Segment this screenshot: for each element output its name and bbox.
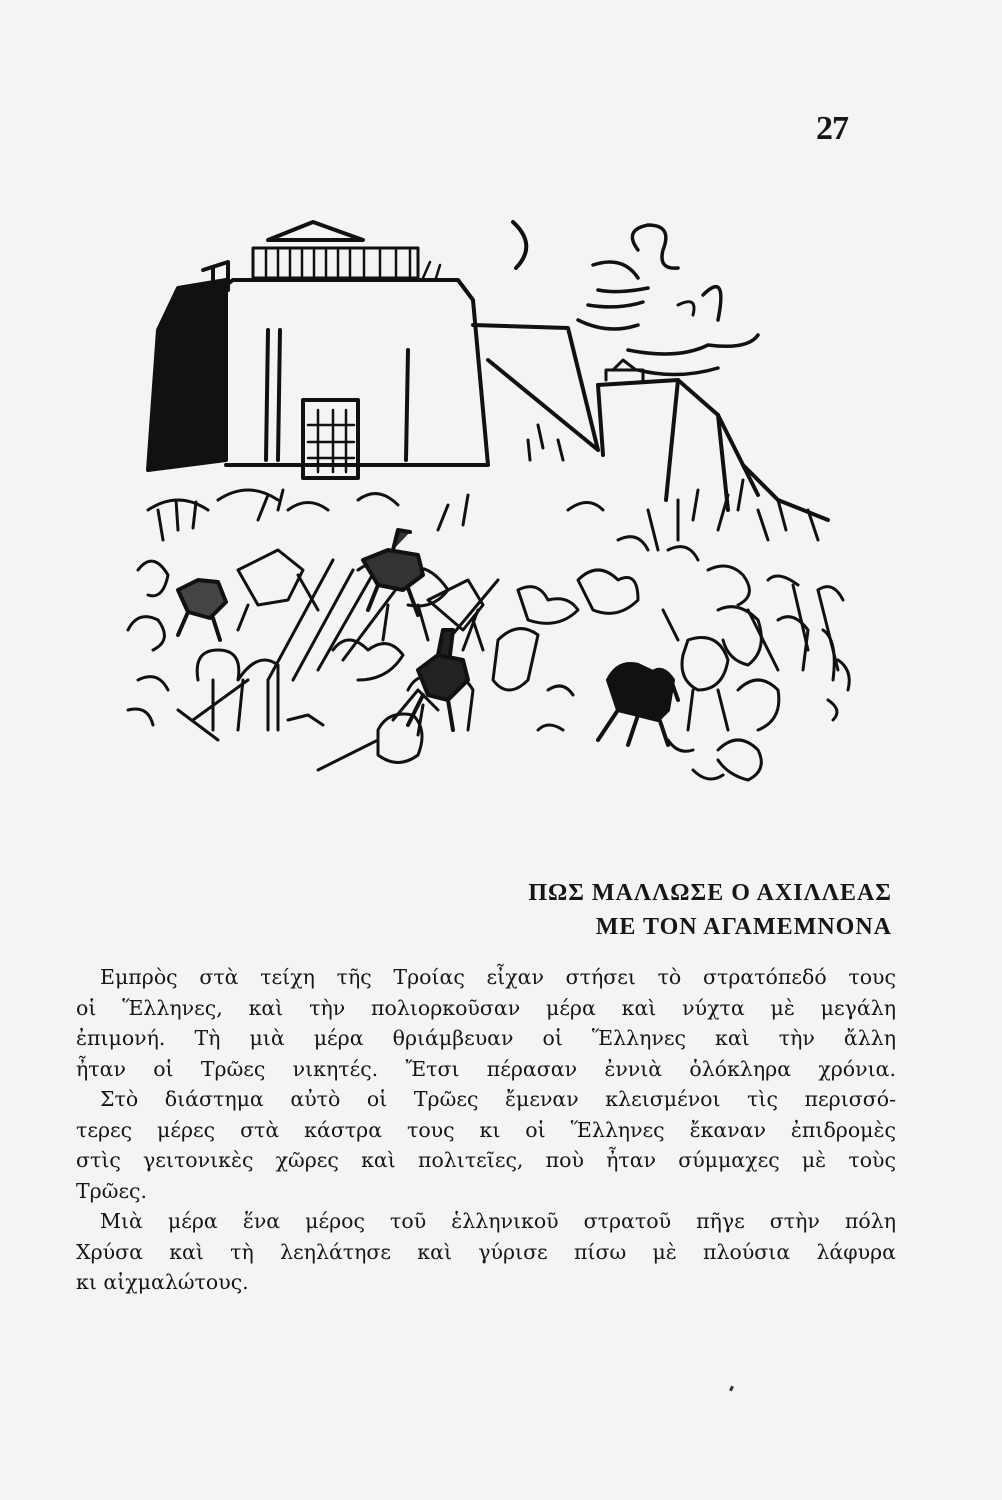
black-horse bbox=[598, 664, 678, 745]
page-number: 27 bbox=[816, 110, 848, 147]
battle-scene bbox=[128, 480, 849, 780]
rider-horse-2 bbox=[363, 530, 423, 615]
body-line-4: ἦταν οἱ Τρῶες νικητές. Ἔτσι πέρασαν ἐννιὰ ὁλόκληρα χρόνια. bbox=[76, 1056, 896, 1081]
ink-speck bbox=[729, 1386, 734, 1392]
chapter-title bbox=[480, 876, 892, 944]
body-text bbox=[76, 962, 896, 1298]
body-line-3: ἐπιμονή. Τὴ μιὰ μέρα θριάμβευαν οἱ Ἕλληνες καὶ τὴν ἄλλη bbox=[76, 1026, 896, 1050]
body-line-6: τερες μέρες στὰ κάστρα τους κι οἱ Ἕλληνες ἔκαναν ἐπιδρομὲς bbox=[76, 1117, 896, 1142]
fortress-right-wall bbox=[473, 325, 598, 450]
troy-siege-illustration bbox=[118, 210, 863, 805]
temple-roof bbox=[268, 222, 363, 240]
body-line-1: Εμπρὸς στὰ τείχη τῆς Τροίας εἶχαν στήσει τὸ στρατόπεδό τους bbox=[100, 965, 896, 989]
body-line-10: Χρύσα καὶ τὴ λεηλάτησε καὶ γύρισε πίσω μὲ πλούσια λάφυρα bbox=[76, 1239, 896, 1264]
body-line-11: κι αἰχμαλώτους. bbox=[76, 1270, 249, 1294]
fortress-left-wall bbox=[148, 280, 226, 470]
body-line-2: οἱ Ἕλληνες, καὶ τὴν πολιορκοῦσαν μέρα καὶ νύχτα μὲ μεγάλη bbox=[76, 995, 896, 1020]
chapter-title-line2: ΜΕ ΤΟΝ ΑΓΑΜΕΜΝΟΝΑ bbox=[595, 914, 892, 940]
chapter-title-line1: ΠΩΣ ΜΑΛΛΩΣΕ Ο ΑΧΙΛΛΕΑΣ bbox=[528, 880, 892, 906]
rider-horse-3 bbox=[178, 580, 226, 640]
clouds bbox=[578, 225, 758, 375]
moon bbox=[513, 222, 526, 268]
body-line-8: Τρῶες. bbox=[76, 1178, 148, 1203]
body-line-7: στὶς γειτονικὲς χῶρες καὶ πολιτεῖες, ποὺ ἦταν σύμμαχες μὲ τοὺς bbox=[76, 1148, 896, 1172]
body-line-9: Μιὰ μέρα ἕνα μέρος τοῦ ἑλληνικοῦ στρατοῦ πῆγε στὴν πόλη bbox=[100, 1209, 896, 1233]
body-line-5: Στὸ διάστημα αὐτὸ οἱ Τρῶες ἔμεναν κλεισμένοι τὶς περισσό- bbox=[100, 1087, 896, 1111]
